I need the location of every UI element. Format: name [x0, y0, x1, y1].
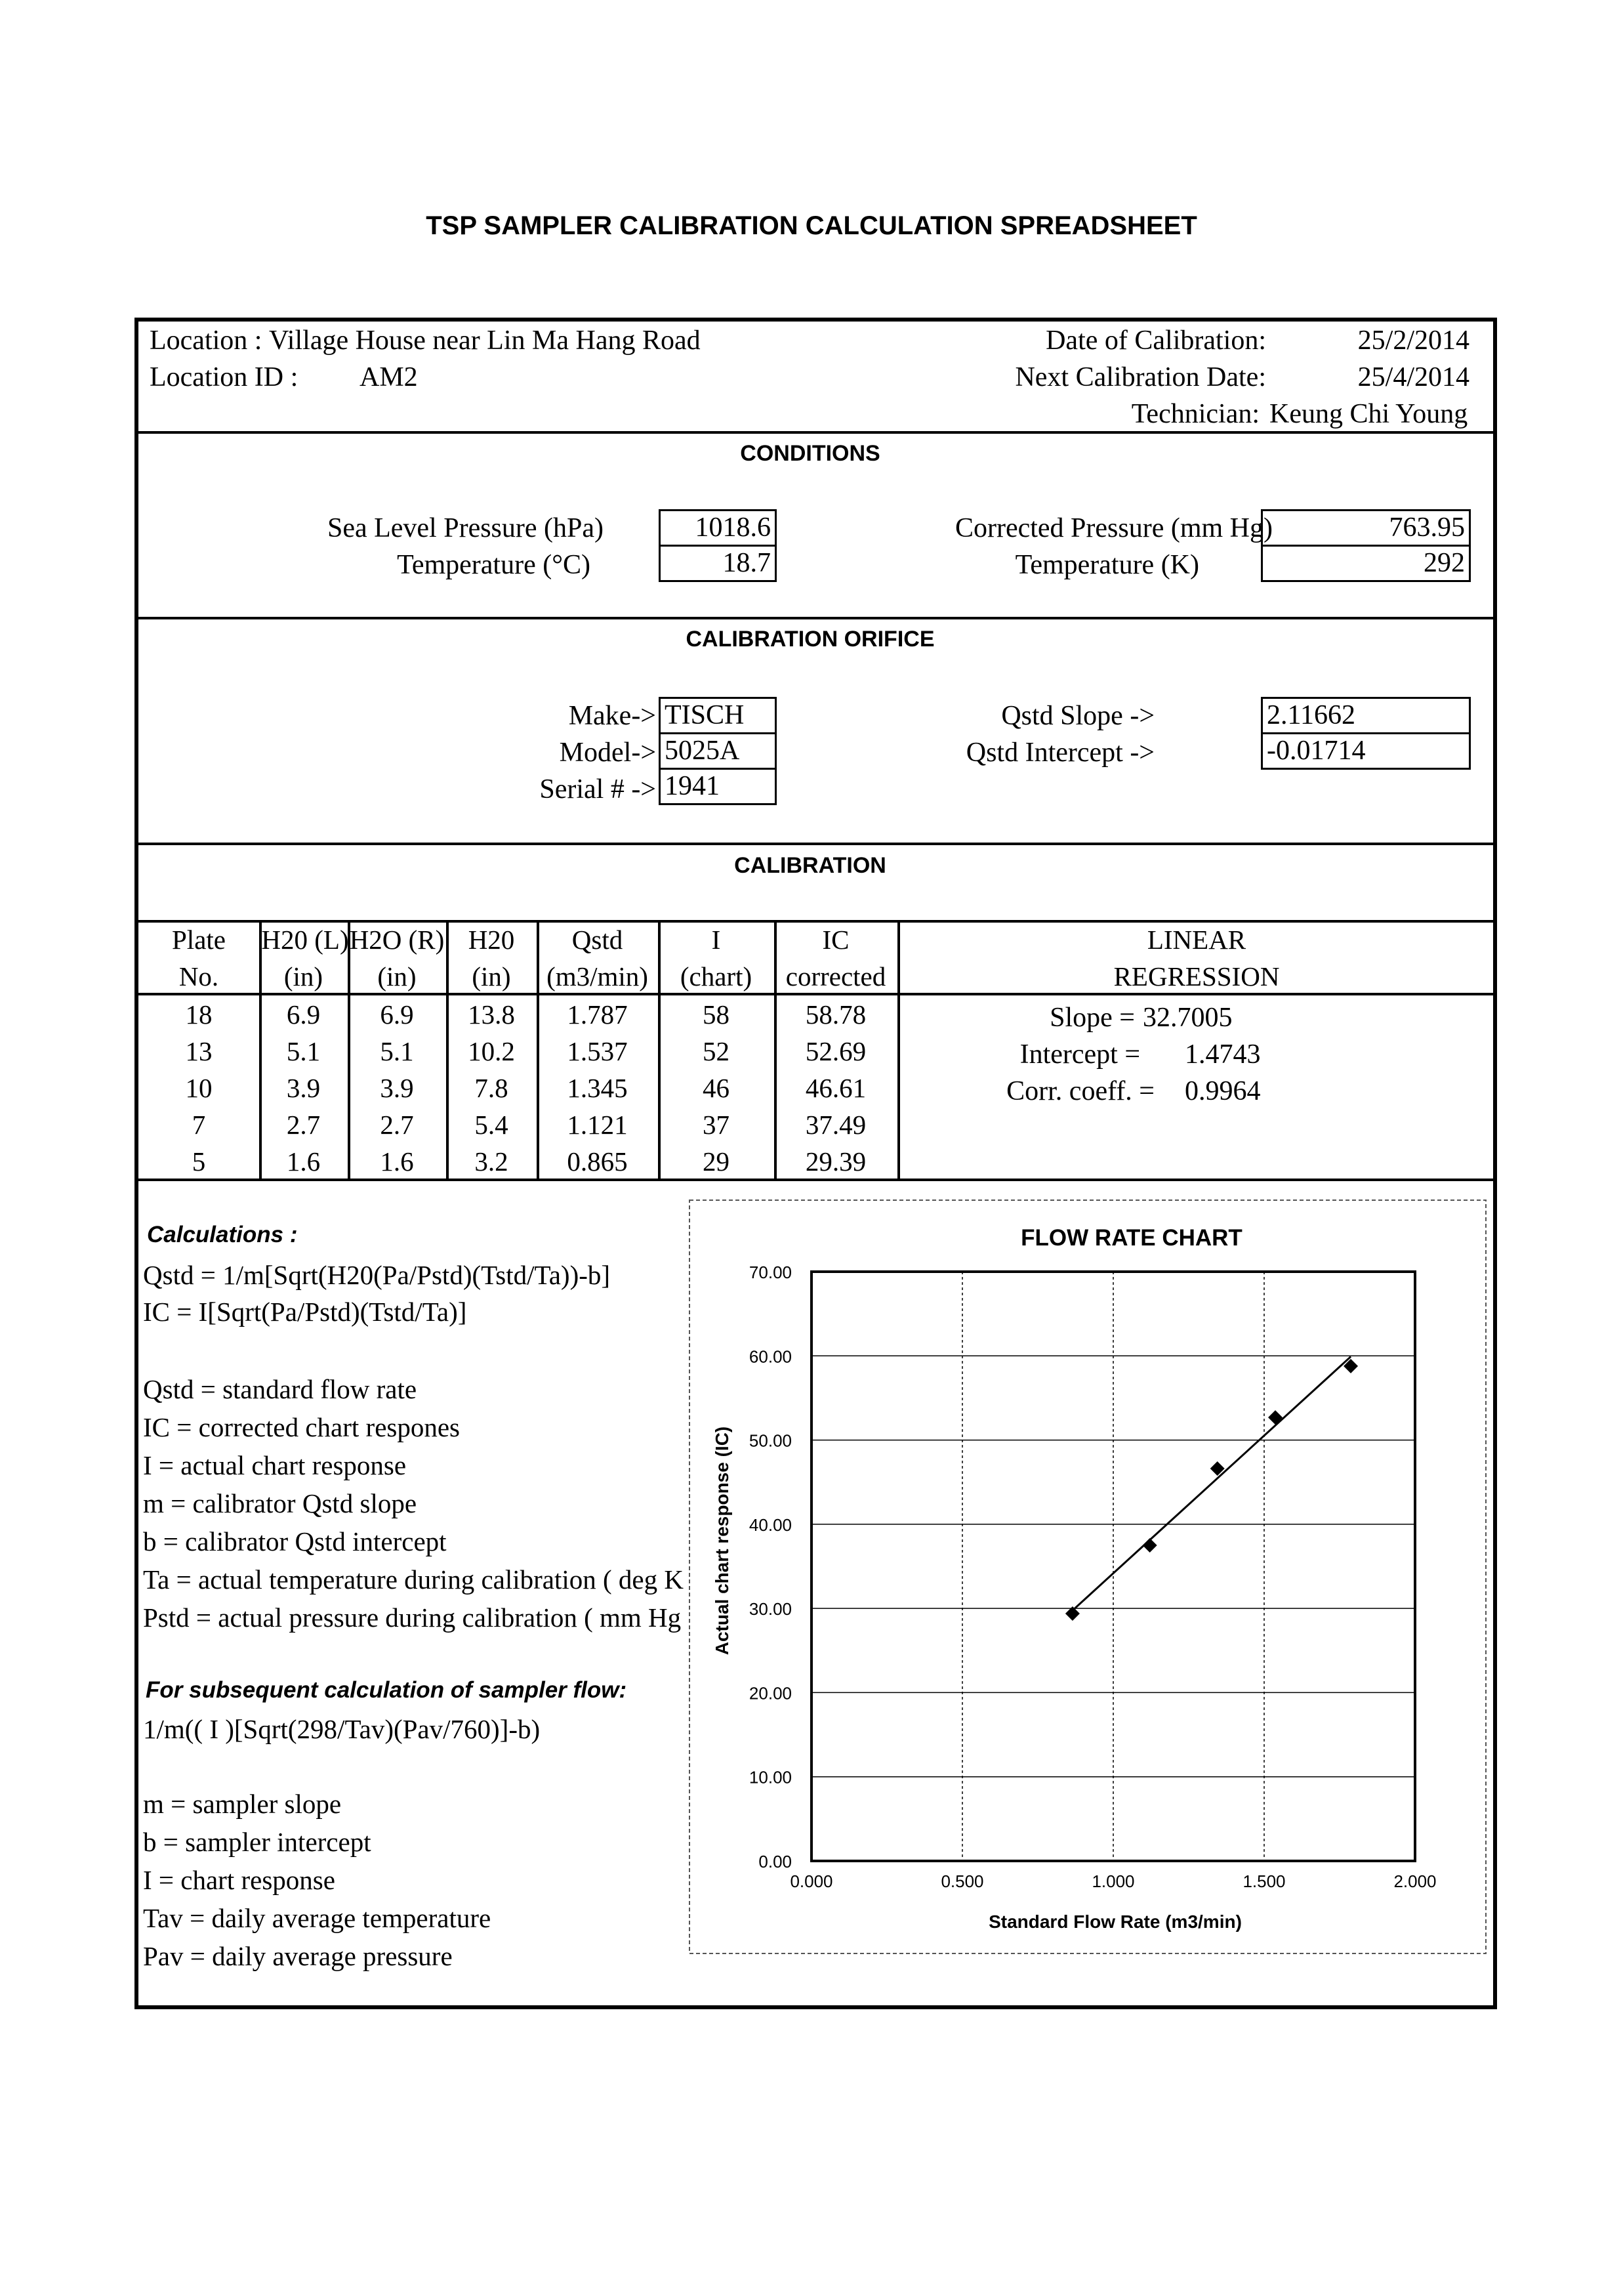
- table-cell: 37: [703, 1110, 729, 1140]
- location-value: Village House near Lin Ma Hang Road: [269, 325, 701, 356]
- table-cell: 58.78: [805, 999, 867, 1030]
- qstd-intercept-value: -0.01714: [1261, 732, 1471, 770]
- table-cell: 7: [192, 1110, 206, 1140]
- model-value: 5025A: [659, 732, 777, 770]
- intercept-value: 1.4743: [1185, 1039, 1261, 1070]
- definition-line: b = calibrator Qstd intercept: [143, 1526, 447, 1556]
- table-cell: 52: [703, 1036, 729, 1066]
- make-value: TISCH: [659, 697, 777, 734]
- y-tick-label: 30.00: [749, 1599, 792, 1619]
- header-ic: IC: [822, 925, 850, 955]
- table-cell: 3.2: [474, 1146, 508, 1177]
- location-id-label: Location ID :: [150, 362, 298, 392]
- conditions-heading: CONDITIONS: [740, 441, 880, 466]
- header-h20-right-unit: (in): [377, 961, 417, 991]
- table-cell: 1.787: [567, 999, 628, 1030]
- header-qstd: Qstd: [571, 925, 623, 955]
- formula-qstd: Qstd = 1/m[Sqrt(H20(Pa/Pstd)(Tstd/Ta))-b]: [143, 1260, 611, 1290]
- definition-line: Pstd = actual pressure during calibration ( mm Hg: [143, 1602, 682, 1633]
- temperature-c-value: 18.7: [659, 545, 777, 582]
- flow-rate-chart: [689, 1200, 1487, 1954]
- chart-title: FLOW RATE CHART: [1021, 1225, 1243, 1251]
- header-i: I: [711, 925, 721, 955]
- page-title: TSP SAMPLER CALIBRATION CALCULATION SPREADSHEET: [426, 211, 1197, 240]
- definition-line: Ta = actual temperature during calibration ( deg K: [143, 1564, 684, 1595]
- divider: [138, 843, 1493, 845]
- definition-line: IC = corrected chart respones: [143, 1412, 461, 1442]
- corr-coeff-value: 0.9964: [1185, 1076, 1261, 1106]
- chart-border: [689, 1200, 1486, 1953]
- table-cell: 1.345: [567, 1073, 628, 1103]
- table-cell: 46.61: [805, 1073, 867, 1103]
- sampler-definition-line: m = sampler slope: [143, 1789, 342, 1819]
- sampler-definition-line: Tav = daily average temperature: [143, 1903, 491, 1933]
- table-cell: 2.7: [380, 1110, 414, 1140]
- serial-value: 1941: [659, 768, 777, 805]
- corr-coeff-label: Corr. coeff. =: [1006, 1076, 1155, 1106]
- table-cell: 2.7: [286, 1110, 321, 1140]
- make-label: Make->: [568, 701, 656, 731]
- next-calibration-label: Next Calibration Date:: [1015, 362, 1266, 392]
- table-cell: 13.8: [468, 999, 515, 1030]
- date-of-calibration-value: 25/2/2014: [1357, 325, 1469, 356]
- x-tick-label: 2.000: [1393, 1871, 1437, 1891]
- y-tick-label: 70.00: [749, 1263, 792, 1282]
- table-cell: 5.4: [474, 1110, 508, 1140]
- table-cell: 1.121: [567, 1110, 628, 1140]
- table-cell: 52.69: [805, 1036, 867, 1066]
- table-cell: 10.2: [468, 1036, 515, 1066]
- header-ic-unit: corrected: [785, 961, 886, 991]
- date-of-calibration-label: Date of Calibration:: [1046, 325, 1266, 356]
- header-qstd-unit: (m3/min): [546, 961, 648, 991]
- y-tick-label: 0.00: [758, 1852, 792, 1871]
- regression-heading-2: REGRESSION: [1113, 961, 1280, 991]
- table-cell: 7.8: [474, 1073, 508, 1103]
- table-cell: 6.9: [380, 999, 414, 1030]
- definition-line: m = calibrator Qstd slope: [143, 1488, 417, 1518]
- table-cell: 1.6: [380, 1146, 414, 1177]
- table-cell: 3.9: [380, 1073, 414, 1103]
- slope-value: 32.7005: [1143, 1003, 1233, 1033]
- definition-line: I = actual chart response: [143, 1450, 407, 1480]
- table-cell: 5: [192, 1146, 206, 1177]
- table-cell: 29.39: [805, 1146, 867, 1177]
- temperature-c-label: Temperature (°C): [397, 550, 590, 580]
- table-cell: 1.537: [567, 1036, 628, 1066]
- sampler-flow-formula: 1/m(( I )[Sqrt(298/Tav)(Pav/760)]-b): [143, 1714, 541, 1744]
- header-h20-right: H2O (R): [349, 925, 445, 955]
- x-tick-label: 0.500: [941, 1871, 984, 1891]
- sea-level-pressure-value: 1018.6: [659, 509, 777, 547]
- technician-label: Technician:: [1131, 399, 1260, 429]
- calibration-heading: CALIBRATION: [734, 853, 886, 878]
- qstd-slope-label: Qstd Slope ->: [1001, 701, 1155, 731]
- formula-ic: IC = I[Sqrt(Pa/Pstd)(Tstd/Ta)]: [143, 1297, 467, 1327]
- table-cell: 46: [703, 1073, 729, 1103]
- model-label: Model->: [559, 738, 656, 768]
- table-cell: 0.865: [567, 1146, 628, 1177]
- temperature-k-label: Temperature (K): [1015, 550, 1199, 580]
- corrected-pressure-value: 763.95: [1261, 509, 1471, 547]
- table-cell: 3.9: [286, 1073, 321, 1103]
- intercept-label: Intercept =: [1019, 1039, 1140, 1070]
- y-tick-label: 60.00: [749, 1346, 792, 1367]
- header-h20: H20: [468, 925, 515, 955]
- header-plate: Plate: [172, 925, 226, 955]
- x-tick-label: 1.000: [1092, 1871, 1135, 1891]
- slope-label: Slope =: [1050, 1003, 1135, 1033]
- table-cell: 13: [185, 1036, 213, 1066]
- sampler-definition-line: b = sampler intercept: [143, 1827, 371, 1857]
- table-cell: 37.49: [805, 1110, 867, 1140]
- table-cell: 5.1: [380, 1036, 414, 1066]
- regression-heading-1: LINEAR: [1147, 925, 1246, 955]
- x-axis-label: Standard Flow Rate (m3/min): [989, 1911, 1242, 1932]
- table-cell: 58: [703, 999, 729, 1030]
- technician-value: Keung Chi Young: [1269, 399, 1468, 429]
- corrected-pressure-label: Corrected Pressure (mm Hg): [955, 513, 1273, 543]
- sampler-definition-line: I = chart response: [143, 1865, 335, 1895]
- header-plate-unit: No.: [178, 961, 219, 991]
- y-tick-label: 20.00: [749, 1683, 792, 1703]
- header-i-unit: (chart): [680, 961, 752, 991]
- serial-label: Serial # ->: [539, 774, 656, 804]
- calculations-heading: Calculations :: [147, 1222, 298, 1247]
- next-calibration-value: 25/4/2014: [1357, 362, 1469, 392]
- temperature-k-value: 292: [1261, 545, 1471, 582]
- header-h20-left-unit: (in): [283, 961, 323, 991]
- calibration-orifice-heading: CALIBRATION ORIFICE: [686, 627, 935, 652]
- divider: [138, 431, 1493, 434]
- qstd-intercept-label: Qstd Intercept ->: [966, 738, 1155, 768]
- y-tick-label: 10.00: [749, 1767, 792, 1787]
- location-id-value: AM2: [360, 362, 418, 392]
- x-tick-label: 0.000: [790, 1871, 833, 1891]
- table-cell: 10: [185, 1073, 213, 1103]
- sampler-definition-line: Pav = daily average pressure: [143, 1941, 453, 1971]
- y-tick-label: 50.00: [749, 1430, 792, 1451]
- y-tick-label: 40.00: [749, 1514, 792, 1535]
- table-cell: 5.1: [286, 1036, 321, 1066]
- sea-level-pressure-label: Sea Level Pressure (hPa): [327, 513, 604, 543]
- table-cell: 18: [185, 999, 213, 1030]
- subsequent-calc-heading: For subsequent calculation of sampler flow:: [146, 1677, 627, 1703]
- header-h20-unit: (in): [472, 961, 511, 991]
- y-axis-label: Actual chart response (IC): [712, 1426, 732, 1656]
- divider: [138, 617, 1493, 619]
- table-cell: 6.9: [286, 999, 321, 1030]
- location-label: Location :: [150, 325, 262, 356]
- definition-line: Qstd = standard flow rate: [143, 1374, 417, 1404]
- qstd-slope-value: 2.11662: [1261, 697, 1471, 734]
- header-h20-left: H20 (L): [261, 925, 349, 955]
- table-cell: 1.6: [286, 1146, 321, 1177]
- x-tick-label: 1.500: [1243, 1871, 1286, 1891]
- table-cell: 29: [703, 1146, 729, 1177]
